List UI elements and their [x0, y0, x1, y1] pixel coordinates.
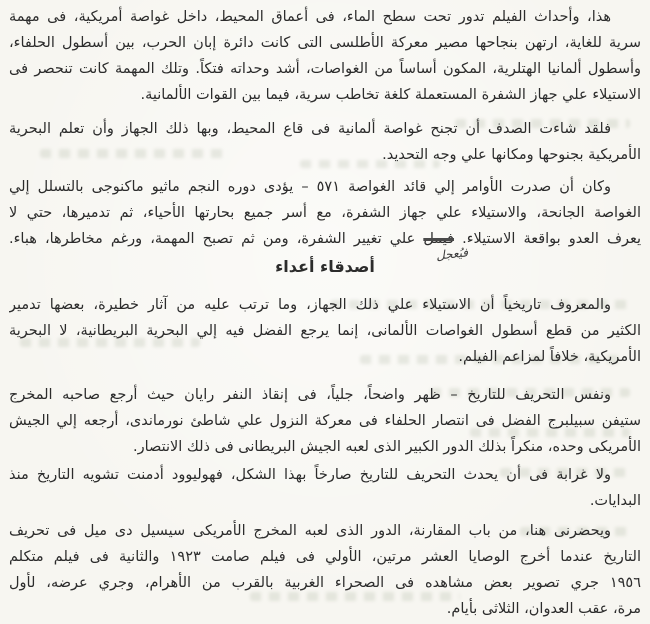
paragraph-7	[9, 518, 641, 622]
text-line: ١٩٥٦ جري تصوير بعض مشاهده فى الصحراء الغربية بالقرب من الأهرام، وجري عرضه، لأول	[9, 575, 641, 591]
struck-word: فيمل	[423, 231, 454, 247]
paragraph-3	[9, 174, 642, 263]
text-line: وكان أن صدرت الأوامر إلي قائد الغواصة ٥٧١ – يؤدى دوره النجم ماثيو ماكنوجى بالتسلل إلي	[9, 179, 611, 195]
text-line: ستيفن سبيلبرج الفضل فى انتصار الحلفاء فى معركة النزول علي شاطئ نورماندى، أرجعه إلي الجيش	[9, 413, 641, 429]
text-segment: علي تغيير الشفرة، ومن ثم تصبح المهمة، ورغم مخاطرها، هباء.	[9, 231, 424, 247]
text-line: الأمريكى وحده، منكراً بذلك الدور الكبير الذى لعبه الجيش البريطانى فى ذلك الانتصار.	[132, 439, 641, 455]
paragraph-1	[9, 4, 641, 108]
text-line: البدايات.	[589, 493, 641, 509]
text-line: الأمريكية، خلافاً لمزاعم الفيلم.	[458, 349, 641, 365]
text-line: هذا، وأحداث الفيلم تدور تحت سطح الماء، فى أعماق المحيط، داخل غواصة أمريكية، فى مهمة	[9, 9, 611, 25]
text-segment: يعرف العدو بواقعة الاستيلاء.	[454, 231, 642, 247]
text-line: ويحضرنى هنا، من باب المقارنة، الدور الذى لعبه المخرج الأمريكى سيسيل دى ميل فى تحريف	[9, 523, 611, 539]
text-line: ولا غرابة فى أن يحدث التحريف للتاريخ صارخاً بهذا الشكل، فهوليوود أدمنت تشويه التاريخ منذ	[9, 467, 611, 483]
text-line: ونفس التحريف للتاريخ – ظهر واضحاً، جلياً، فى إنقاذ النفر رايان حيث أرجع صاحبه المخرج	[9, 387, 611, 403]
paragraph-2	[9, 116, 641, 168]
text-line: التاريخ عندما أخرج الوصايا العشر مرتين، الأولي فى فيلم صامت ١٩٢٣ والثانية فى فيلم متكلم	[9, 549, 641, 565]
handwritten-correction: فيُعجل	[435, 245, 469, 263]
text-line-with-correction	[9, 226, 642, 263]
text-line: مرة، عقب العدوان، الثلاثى بأيام.	[446, 601, 641, 617]
text-line: الاستيلاء علي جهاز الشفرة المستعملة كلغة تخاطب سرية، فيما بين القوات الألمانية.	[140, 87, 641, 103]
text-line: وأسطول ألمانيا الهتلرية، المكون أساساً من الغواصات، أشد وحداته فتكاً. وتلك المهمة كانت تنحصر فى	[9, 61, 641, 77]
text-line: فلقد شاءت الصدف أن تجنح غواصة ألمانية فى قاع المحيط، وبها ذلك الجهاز وأن تعلم البحرية	[9, 121, 611, 137]
paragraph-4	[9, 292, 641, 370]
paragraph-5	[9, 382, 641, 460]
section-heading: أصدقاء أعداء	[275, 257, 375, 276]
text-line: الغواصة الجانحة، والاستيلاء علي جهاز الشفرة، مع أسر جميع بحارتها الأحياء، ثم تدميرها، حتي لا	[9, 205, 641, 221]
paragraph-6	[9, 462, 641, 514]
text-line: سرية للغاية، ارتهن بنجاحها مصير معركة الأطلسى التى كانت دائرة إبان الحرب، بين أسطول الحلفاء،	[9, 35, 641, 51]
text-line: والمعروف تاريخياً أن الاستيلاء علي ذلك الجهاز، وما ترتب عليه من آثار خطيرة، بعضها تدمير	[9, 297, 611, 313]
text-line: الأمريكية بجنوحها ومكانها علي وجه التحديد.	[382, 147, 641, 163]
text-line: الكثير من قطع أسطول الغواصات الألمانى، إنما يرجع الفضل فيه إلي البحرية البريطانية، لا البحرية	[9, 323, 641, 339]
struck-word-wrapper	[423, 231, 469, 263]
